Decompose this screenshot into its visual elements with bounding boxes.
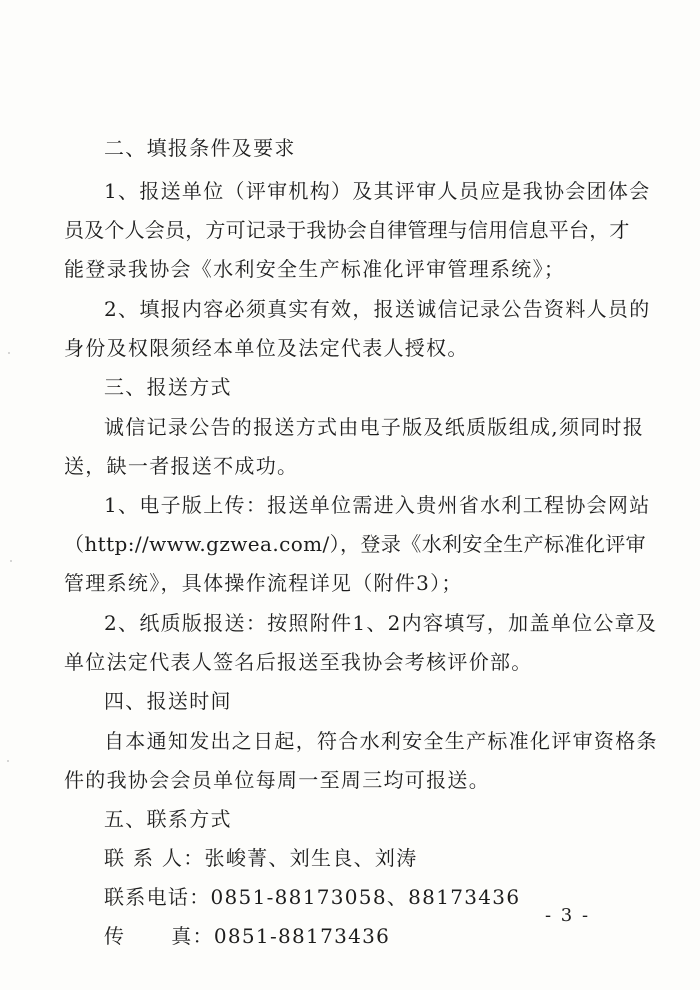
contact-fax: 传 真：0851-88173436 bbox=[104, 924, 391, 948]
section-3-paragraph-3-line-1: 2、纸质版报送：按照附件1、2内容填写，加盖单位公章及 bbox=[104, 611, 658, 635]
section-3-paragraph-3-line-2: 单位法定代表人签名后报送至我协会考核评价部。 bbox=[64, 650, 533, 674]
section-4-paragraph-1-line-2: 件的我协会会员单位每周一至周三均可报送。 bbox=[64, 768, 490, 792]
section-2-paragraph-1-line-2: 员及个人会员，方可记录于我协会自律管理与信用信息平台，才 bbox=[64, 218, 630, 242]
section-5-heading: 五、联系方式 bbox=[104, 807, 232, 831]
section-3-paragraph-1-line-1: 诚信记录公告的报送方式由电子版及纸质版组成,须同时报 bbox=[104, 415, 645, 439]
scan-speck bbox=[7, 760, 9, 762]
section-3-paragraph-1-line-2: 送，缺一者报送不成功。 bbox=[64, 454, 299, 478]
section-2-paragraph-1-line-1: 1、报送单位（评审机构）及其评审人员应是我协会团体会 bbox=[104, 179, 651, 203]
contact-phone: 联系电话：0851-88173058、88173436 bbox=[104, 885, 521, 909]
section-3-paragraph-2-line-3: 管理系统》，具体操作流程详见（附件3）； bbox=[64, 571, 463, 595]
section-3-paragraph-2-line-1: 1、电子版上传：报送单位需进入贵州省水利工程协会网站 bbox=[104, 493, 651, 517]
scan-speck bbox=[10, 560, 12, 562]
section-2-paragraph-2-line-2: 身份及权限须经本单位及法定代表人授权。 bbox=[64, 336, 469, 360]
section-2-paragraph-2-line-1: 2、填报内容必须真实有效，报送诚信记录公告资料人员的 bbox=[104, 297, 651, 321]
page-number: - 3 - bbox=[545, 905, 591, 926]
section-4-paragraph-1-line-1: 自本通知发出之日起，符合水利安全生产标准化评审资格条 bbox=[104, 729, 658, 753]
scan-speck bbox=[8, 352, 10, 354]
contact-person: 联 系 人：张峻菁、刘生良、刘涛 bbox=[104, 846, 418, 870]
section-2-paragraph-1-line-3: 能登录我协会《水利安全生产标准化评审管理系统》； bbox=[64, 257, 566, 281]
section-3-paragraph-2-line-2: （http://www.gzwea.com/），登录《水利安全生产标准化评审 bbox=[64, 532, 647, 556]
section-3-heading: 三、报送方式 bbox=[104, 375, 232, 399]
section-2-heading: 二、填报条件及要求 bbox=[104, 136, 296, 160]
section-4-heading: 四、报送时间 bbox=[104, 689, 232, 713]
